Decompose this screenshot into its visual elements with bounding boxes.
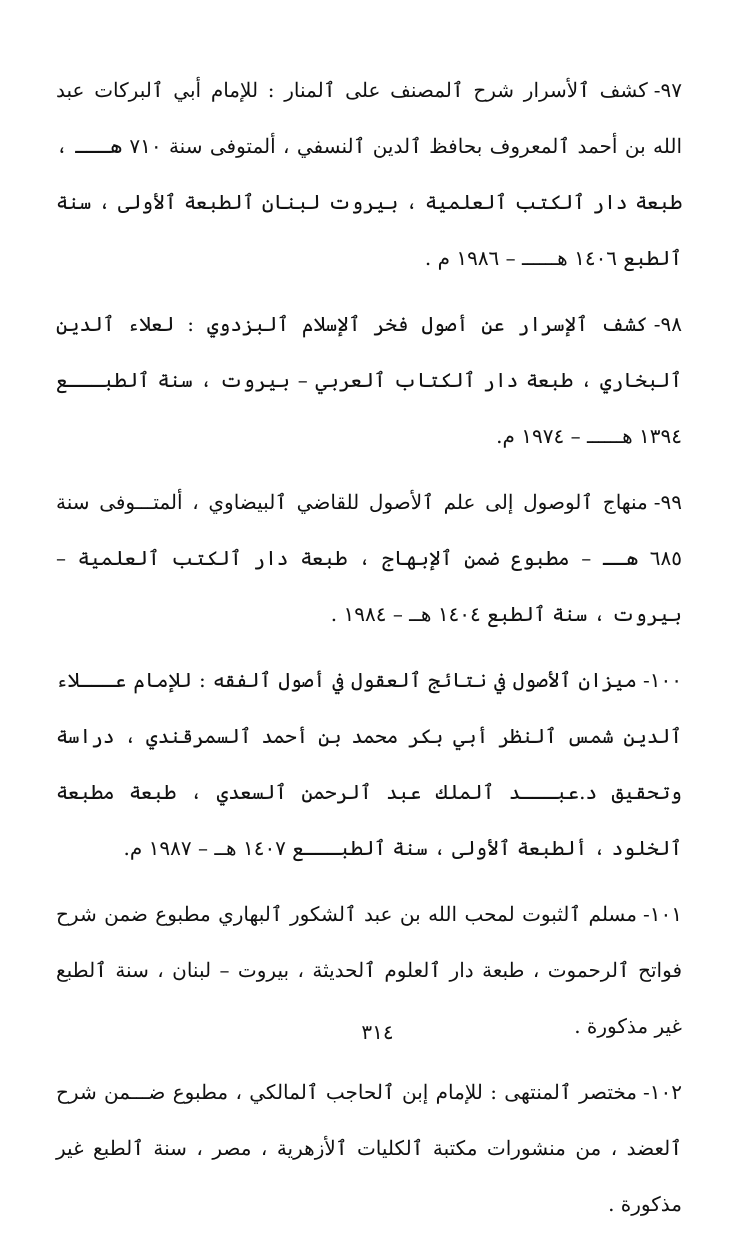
entry-number: ١٠٢-: [643, 1080, 682, 1104]
entry-text: كشف ٱلإسرار عن أصول فخر ٱلإسلام ٱلبزدوي : لعلاء ٱلدين ٱلبخاري ، طبعة دار ٱلكتاب ٱلعربي – بيروت ، سنة ٱلطبـــع ١٣٩٤ هــــــ – ١٩٧٤ م.: [56, 312, 682, 448]
entry-number: ٩٩-: [653, 490, 682, 514]
bibliography-entry-99: [56, 474, 682, 642]
page-number: ٣١٤: [361, 1020, 394, 1044]
bibliography-entry-102: [56, 1064, 682, 1232]
entry-number: ٩٧-: [653, 78, 682, 102]
entry-text: مختصر ٱلمنتهى : للإمام إبن ٱلحاجب ٱلمالكي ، مطبوع ضـــمن شرح ٱلعضد ، من منشورات مكتبة ٱلكليات ٱلأزهرية ، مصر ، سنة ٱلطبع غير مذكورة .: [56, 1080, 682, 1216]
entry-text: كشف ٱلأسرار شرح ٱلمصنف على ٱلمنار : للإمام أبي ٱلبركات عبد الله بن أحمد ٱلمعروف بحافظ ٱلدين ٱلنسفي ، ألمتوفى سنة ٧١٠ هـــ ، طبعة دار ٱلكتب ٱلعلمية ، بيروت لبنان ٱلطبعة ٱلأولى ، سنة ٱلطبع ١٤٠٦ هــــــ – ١٩٨٦ م .: [56, 78, 682, 270]
entry-number: ١٠١-: [643, 902, 682, 926]
bibliography-page: [56, 62, 682, 1242]
bibliography-entry-100: [56, 652, 682, 876]
entry-text: مسلم ٱلثبوت لمحب الله بن عبد ٱلشكور ٱلبهاري مطبوع ضمن شرح فواتح ٱلرحموت ، طبعة دار ٱلعلوم ٱلحديثة ، بيروت – لبنان ، سنة ٱلطبع غير مذكورة .: [56, 902, 682, 1038]
bibliography-entry-97: [56, 62, 682, 286]
entry-text: منهاج ٱلوصول إلى علم ٱلأصول للقاضي ٱلبيضاوي ، ألمتـــوفى سنة ٦٨٥ هــ – مطبوع ضمن ٱلإبهاج ، طبعة دار ٱلكتب ٱلعلمية – بيروت ، سنة ٱلطبع ١٤٠٤ هــ – ١٩٨٤ .: [56, 490, 682, 626]
entry-number: ٩٨-: [653, 312, 682, 336]
bibliography-entry-98: [56, 296, 682, 464]
entry-number: ١٠٠-: [643, 668, 682, 692]
entry-text: ميزان ٱلأصول في نتائج ٱلعقول في أصول ٱلفقه : للإمام عـــلاء ٱلدين شمس ٱلنظر أبي بكر محمد بن أحمد ٱلسمرقندي ، دراسة وتحقيق د.عبـــد ٱلملك عبد ٱلرحمن ٱلسعدي ، طبعة مطبعة ٱلخلود ، ألطبعة ٱلأولى ، سنة ٱلطبـــع ١٤٠٧ هــ – ١٩٨٧ م.: [56, 668, 682, 860]
